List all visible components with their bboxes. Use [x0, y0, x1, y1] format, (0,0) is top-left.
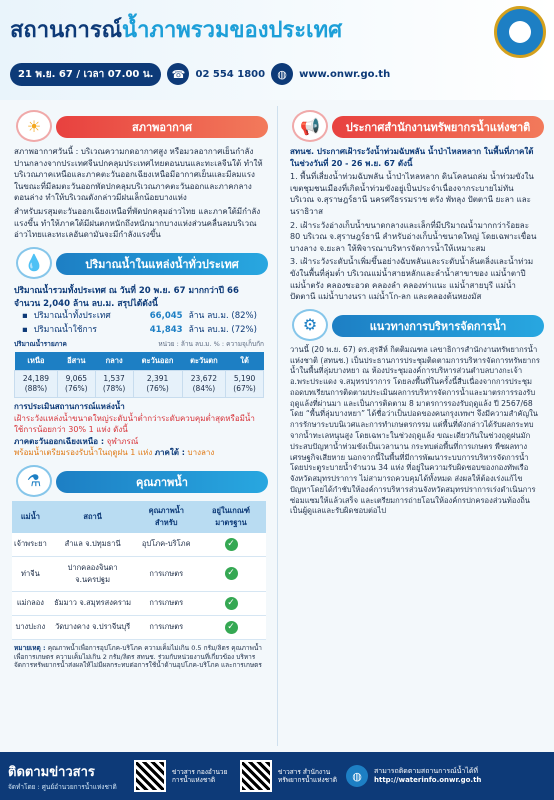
- region-value: 1,537: [103, 374, 125, 384]
- management-section-header: [282, 309, 548, 339]
- region-header: ตะวันตก: [182, 352, 225, 371]
- standard-cell: [196, 533, 266, 557]
- region-pct: (67%): [233, 384, 256, 394]
- weather-cloud-sun-icon: ☀: [16, 110, 52, 142]
- station-cell: ธัมมาว จ.สมุทรสงคราม: [49, 591, 137, 615]
- left-column: [6, 104, 272, 670]
- reservoir-summary: [6, 283, 272, 340]
- usable-value: 41,843: [149, 324, 183, 335]
- region-pct: (88%): [24, 384, 48, 394]
- footer-subtitle: จัดทำโดย : ศูนย์อำนวยการน้ำแห่งชาติ: [8, 782, 117, 791]
- region-cell: [15, 371, 58, 398]
- quality-header-row: [12, 501, 266, 533]
- right-column: [282, 104, 548, 517]
- footer-label-2: ข่าวสาร สำนักงานทรัพยากรน้ำแห่งชาติ: [278, 767, 337, 784]
- check-icon: ✓: [225, 621, 238, 634]
- page-footer: [0, 752, 554, 800]
- region-cell: [133, 371, 182, 398]
- region-value: 23,672: [190, 374, 218, 384]
- footer-title: ติดตามข่าวสาร: [8, 764, 95, 780]
- quality-note: [6, 644, 272, 670]
- ready-line: พร้อมน้ำเตรียมรองรับน้ำในฤดูฝน 1 แห่ง: [14, 448, 153, 458]
- info-bar: [10, 62, 390, 86]
- time-text: เวลา 07.00 น.: [83, 68, 154, 80]
- date-text: 21 พ.ย. 67: [18, 68, 73, 80]
- management-body: วานนี้ (20 พ.ย. 67) ดร.สุรสีห์ กิตติมณฑล เลขาธิการสำนักงานทรัพยากรน้ำแห่งชาติ (สทนช.) เป็นประธานการประชุมติดตามการบริหารจัดการทรัพยากรน้ำในพื้นที่ลุ่มบางหยา ณ ห้องประชุมองค์การบริหารส่วนตำบลบางกะเจ้า อ.พระประแดง จ.สมุทรปราการ โดยลงพื้นที่ในครั้งนี้สืบเนื่องจากการประชุมถอดบทเรียนการติดตามประเมินผลการบริหารจัดการน้ำและมาตรการรองรับฤดูแล้งที่ผ่านมา และเป็นการติดตาม 8 มาตรการรองรับฤดูแล้ง ปี 2567/68 โดย “พื้นที่ลุ่มบางหยา” ได้ชื่อว่าเป็นปอดของคนกรุงเทพฯ จึงมีความสำคัญในการรักษาระบบนิเวศและการทำเกษตรกรรม แต่พื้นที่ดังกล่าวได้รับผลกระทบจากน้ำทะเลหนุนสูง โดยเฉพาะในช่วงฤดูแล้ง ขณะเดียวกันในช่วงฤดูฝนมักประสบปัญหาน้ำท่วมขังเป็นเวลานาน กระทบต่อพื้นที่การเกษตร พืชผลทางเศรษฐกิจเสียหาย นอกจากนี้ในพื้นที่มีการพัฒนาระบบการบริหารจัดการน้ำ โดยประตูระบายน้ำจำนวน 34 แห่ง ที่อยู่ในความรับผิดชอบของกองทัพเรือ จังหวัดสมุทรปราการ ไม่สามารถควบคุมได้ทั้งหมด ส่งผลให้ต้องเร่งแก้ไขปัญหาโดยได้กำชับให้องค์การบริหารส่วนจังหวัดสมุทรปราการเร่งดำเนินการซ่อมแซมให้แล้วเสร็จ และเตรียมการถ่ายโอนให้องค์กรปกครองส่วนท้องถิ่นเป็นผู้ดูแลและรับผิดชอบต่อไป: [290, 344, 540, 516]
- quality-heading: คุณภาพน้ำ: [56, 471, 268, 493]
- total-label: ปริมาณน้ำทั้งประเทศ: [33, 311, 111, 322]
- region-cell: [57, 371, 95, 398]
- station-cell: วัดบางคาง จ.ปราจีนบุรี: [49, 615, 137, 639]
- warning-intro: สทนช. ประกาศเฝ้าระวังน้ำท่วมฉับพลัน น้ำป่าไหลหลาก ในพื้นที่ภาคใต้ ในช่วงวันที่ 20 - 26 พ.ย. 67 ดังนี้: [290, 147, 534, 168]
- summary-line-2: จำนวน 2,040 ล้าน ลบ.ม. สรุปได้ดังนี้: [14, 298, 158, 309]
- watch-block: [6, 401, 272, 459]
- watch-line: เฝ้าระวังแหล่งน้ำขนาดใหญ่ระดับน้ำต่ำกว่าระดับควบคุมต่ำสุดหรือมีน้ำใช้การน้อยกว่า 30% 1 แห่ง ดังนี้: [14, 413, 255, 435]
- region-value: 5,190: [233, 374, 256, 384]
- standard-cell: [196, 556, 266, 591]
- footer-title-block: [8, 761, 128, 792]
- weather-body-2: สำหรับมรสุมตะวันออกเฉียงเหนือที่พัดปกคลุมอ่าวไทย และภาคใต้มีกำลังแรงขึ้น ทำให้ภาคใต้มีฝนตกหนักถึงหนักมากบางแห่งส่วนคลื่นลมบริเวณอ่าวไทยและทะเลอันดามันจะมีกำลังแรงขึ้น: [14, 206, 261, 240]
- region-pct: (84%): [192, 384, 216, 394]
- title-main: สถานการณ์: [10, 18, 123, 43]
- flask-icon: ⚗: [16, 465, 52, 497]
- reservoir-heading: ปริมาณน้ำในแหล่งน้ำทั่วประเทศ: [56, 253, 268, 275]
- region-value-row: [15, 371, 264, 398]
- water-quality-table: [12, 501, 266, 640]
- region-pct: (76%): [65, 384, 88, 394]
- standard-cell: [196, 615, 266, 639]
- station-cell: ปากคลองจินดา จ.นครปฐม: [49, 556, 137, 591]
- station-cell: สำแล จ.ปทุมธานี: [49, 533, 137, 557]
- usable-label: ปริมาณน้ำใช้การ: [33, 324, 97, 335]
- quality-col-header: สถานี: [49, 501, 137, 533]
- warning-body: [282, 146, 548, 303]
- weather-heading: สภาพอากาศ: [56, 116, 268, 138]
- table-row: [12, 533, 266, 557]
- regional-label: ปริมาณน้ำรายภาค: [14, 340, 67, 349]
- weather-section-header: [6, 110, 272, 140]
- date-time-badge: 21 พ.ย. 67 / เวลา 07.00 น.: [10, 63, 161, 86]
- total-unit: ล้าน ลบ.ม. (82%): [188, 311, 257, 322]
- region-header: อีสาน: [57, 352, 95, 371]
- warning-item-3: 3. เฝ้าระวังระดับน้ำเพิ่มขึ้นอย่างฉับพลันและระดับน้ำล้นตลิ่งและน้ำท่วมขังในพื้นที่ลุ่มต่ำ บริเวณแม่น้ำสายหลักและลำน้ำสาขาของ แม่น้ำตาปี แม่น้ำตรัง คลองชะอวด คลองลำ คลองท่าแนะ แม่น้ำสายบุรี แม่น้ำปัตตานี แม่น้ำบางนรา แม่น้ำโก-ลก และคลองต้นหยงมัส: [290, 257, 534, 302]
- bullet-icon: ▪: [22, 311, 28, 322]
- region-pct: (76%): [146, 384, 169, 394]
- website-link[interactable]: www.onwr.go.th: [299, 68, 391, 80]
- region-pct: (78%): [102, 384, 126, 394]
- warning-heading: ประกาศสำนักงานทรัพยากรน้ำแห่งชาติ: [332, 116, 544, 138]
- use-cell: การเกษตร: [136, 615, 196, 639]
- river-cell: แม่กลอง: [12, 591, 49, 615]
- quality-col-header: แม่น้ำ: [12, 501, 49, 533]
- globe-icon: ◍: [346, 765, 368, 787]
- phone-number[interactable]: 02 554 1800: [195, 68, 266, 80]
- warning-item-1: 1. พื้นที่เสี่ยงน้ำท่วมฉับพลัน น้ำป่าไหลหลาก ดินโคลนถล่ม น้ำท่วมขังในเขตชุมชนเมืองที่เกิดน้ำท่วมขังอยู่เป็นประจำเนื่องจากระบายไม่ทัน บริเวณ จ.สุราษฎร์ธานี นครศรีธรรมราช ตรัง พัทลุง ปัตตานี ยะลา และนราธิวาส: [290, 172, 534, 216]
- region-header: เหนือ: [15, 352, 58, 371]
- watch-region-value: จุฬาภรณ์: [106, 436, 139, 446]
- river-cell: ท่าจีน: [12, 556, 49, 591]
- title-highlight: น้ำภาพรวมของประเทศ: [122, 18, 343, 43]
- note-label: หมายเหตุ :: [14, 643, 46, 652]
- use-cell: อุปโภค-บริโภค: [136, 533, 196, 557]
- table-row: [12, 556, 266, 591]
- regional-caption: [6, 339, 272, 349]
- reservoir-section-header: [6, 247, 272, 277]
- river-cell: บางปะกง: [12, 615, 49, 639]
- management-heading: แนวทางการบริหารจัดการน้ำ: [332, 315, 544, 337]
- total-volume-row: [14, 310, 264, 324]
- footer-link-url[interactable]: http://waterinfo.onwr.go.th: [374, 776, 482, 784]
- warning-item-2: 2. เฝ้าระวังอ่างเก็บน้ำขนาดกลางและเล็กที่มีปริมาณน้ำมากกว่าร้อยละ 80 บริเวณ จ.สุราษฎร์ธานี สำหรับอ่างเก็บน้ำขนาดใหญ่ โดยเฉพาะเขื่อนบางลาง จ.ยะลา ให้พิจารณาบริหารจัดการน้ำให้เหมาะสม: [290, 220, 537, 253]
- onwr-logo: [494, 6, 546, 58]
- unit-note: หน่วย : ล้าน ลบ.ม. % : ความจุเก็บกัก: [158, 340, 264, 349]
- note-text: คุณภาพน้ำเพื่อการอุปโภค-บริโภค ความเค็มไม่เกิน 0.5 กรัม/ลิตร คุณภาพน้ำเพื่อการเกษตร ความเค็มไม่เกิน 2 กรัม/ลิตร สทนช. ร่วมกับหน่วยงานที่เกี่ยวข้อง บริหารจัดการทรัพยากรน้ำส่งผลให้ไม่มีผลกระทบต่อการใช้น้ำด้านอุปโภค-บริโภค และการเกษตร: [14, 643, 262, 670]
- total-value: 66,045: [149, 311, 183, 322]
- check-icon: ✓: [225, 597, 238, 610]
- phone-icon: ☎: [167, 63, 189, 85]
- watch-region-label: ภาคตะวันออกเฉียงเหนือ :: [14, 436, 105, 446]
- footer-link-text: สามารถติดตามสถานการณ์น้ำได้ที่: [374, 766, 478, 775]
- ready-region-label: ภาคใต้ :: [154, 448, 185, 458]
- table-row: [12, 615, 266, 639]
- usable-volume-row: [14, 324, 264, 338]
- regional-volume-table: [14, 352, 264, 398]
- water-drop-icon: 💧: [16, 247, 52, 279]
- region-cell: [226, 371, 264, 398]
- footer-link-block: [374, 767, 481, 785]
- region-header: ใต้: [226, 352, 264, 371]
- qr-code[interactable]: [134, 760, 166, 792]
- footer-label-1: ข่าวสาร กองอำนวยการน้ำแห่งชาติ: [172, 767, 228, 784]
- check-icon: ✓: [225, 567, 238, 580]
- region-header: กลาง: [95, 352, 133, 371]
- gear-icon: ⚙: [292, 309, 328, 341]
- ready-region-value: บางลาง: [187, 448, 215, 458]
- quality-col-header: อยู่ในเกณฑ์มาตรฐาน: [196, 501, 266, 533]
- region-value: 24,189: [22, 374, 50, 384]
- check-icon: ✓: [225, 538, 238, 551]
- watch-heading: การประเมินสถานการณ์แหล่งน้ำ: [14, 401, 125, 411]
- region-header-row: [15, 352, 264, 371]
- region-value: 2,391: [146, 374, 169, 384]
- usable-unit: ล้าน ลบ.ม. (72%): [188, 324, 257, 335]
- table-row: [12, 591, 266, 615]
- page-header: [0, 0, 554, 100]
- qr-code[interactable]: [240, 760, 272, 792]
- page-title: [10, 12, 342, 47]
- region-cell: [95, 371, 133, 398]
- region-cell: [182, 371, 225, 398]
- use-cell: การเกษตร: [136, 556, 196, 591]
- quality-section-header: [6, 465, 272, 495]
- river-cell: เจ้าพระยา: [12, 533, 49, 557]
- megaphone-icon: 📢: [292, 110, 328, 142]
- region-value: 9,065: [65, 374, 88, 384]
- globe-icon: ◍: [271, 63, 293, 85]
- summary-line-1: ปริมาณน้ำรวมทั้งประเทศ ณ วันที่ 20 พ.ย. 67 มากกว่าปี 66: [14, 285, 239, 296]
- column-divider: [277, 106, 278, 746]
- quality-col-header: คุณภาพน้ำสำหรับ: [136, 501, 196, 533]
- region-header: ตะวันออก: [133, 352, 182, 371]
- bullet-icon: ▪: [22, 324, 28, 335]
- use-cell: การเกษตร: [136, 591, 196, 615]
- warning-section-header: [282, 110, 548, 140]
- weather-body: สภาพอากาศวันนี้ : บริเวณความกดอากาศสูง หรือมวลอากาศเย็นกำลังปานกลางจากประเทศจีนปกคลุมประเทศไทยตอนบนและทะเลจีนใต้ ทำให้บริเวณภาคเหนือและภาคตะวันออกเฉียงเหนือมีอากาศเย็นและมีลมแรง ในขณะที่มีลมตะวันออกพัดปกคลุมบริเวณภาคตะวันออกและภาคกลางตอนล่าง ทำให้บริเวณดังกล่าวมีฝนเล็กน้อยบางแห่ง: [14, 147, 263, 203]
- standard-cell: [196, 591, 266, 615]
